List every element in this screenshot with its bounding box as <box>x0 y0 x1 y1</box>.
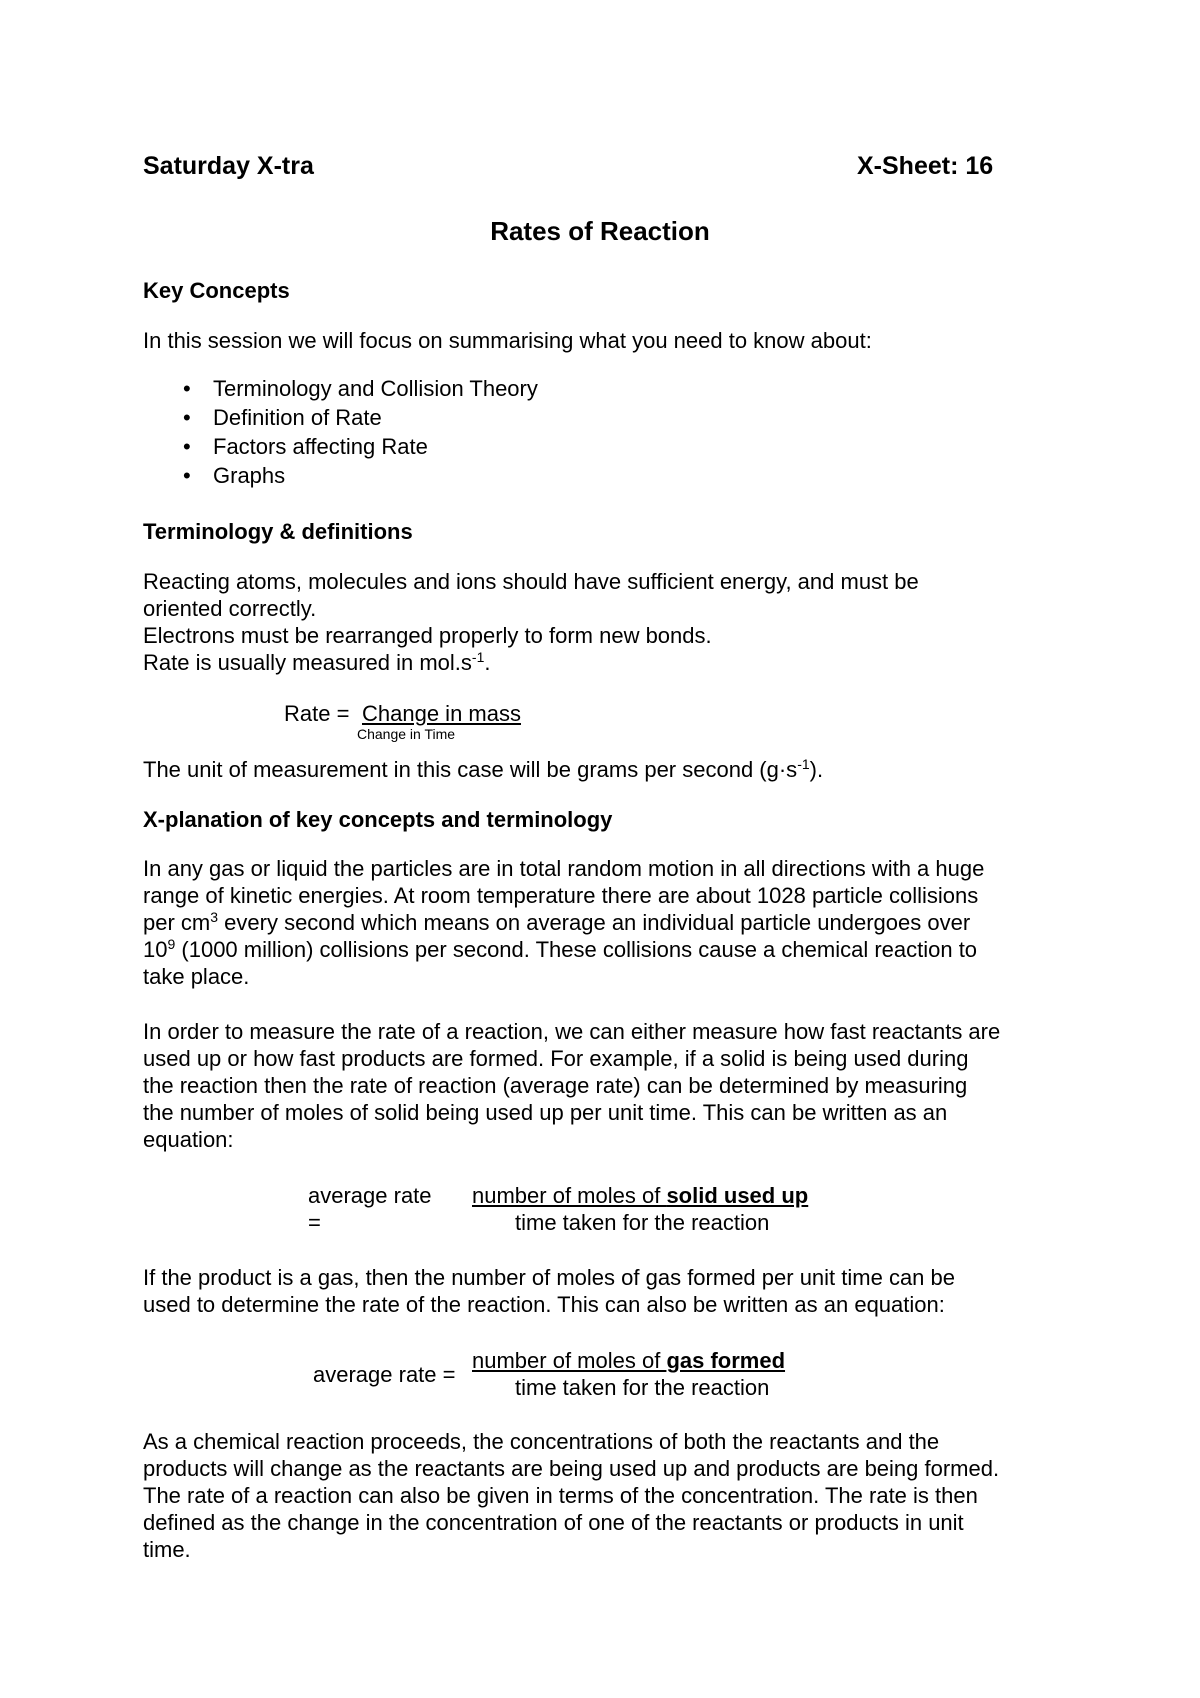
rate-formula-numerator: Change in mass <box>362 701 521 726</box>
xplanation-paragraph-1: In any gas or liquid the particles are in total random motion in all directions with a huge range of kinetic energies. At room temperature there are about 1028 particle collisions per $cm^3$ every second which means on average an individual particle undergoes over $10^9$ (1000 million) collisions per second. These collisions cause a chemical reaction to take place. <box>143 856 985 989</box>
rate-formula-denominator: Change in Time <box>357 726 456 742</box>
list-item: • Graphs <box>143 461 538 490</box>
xplanation-paragraph-3: If the product is a gas, then the number of moles of gas formed per unit time can be used to determine the rate of the reaction. This can also be written as an equation: <box>143 1265 956 1317</box>
text-line: oriented correctly. <box>143 596 317 621</box>
text-line: Reacting atoms, molecules and ions should have sufficient energy, and must be <box>143 569 919 594</box>
header-right: X-Sheet: 16 <box>857 152 994 180</box>
text-line: Rate is usually measured in $mol.s^{-1}$. <box>143 649 491 675</box>
equation-2-denominator: time taken for the reaction <box>515 1375 770 1400</box>
unit-sentence: The unit of measurement in this case will be grams per second $(g\cdot s^{-1})$. <box>143 756 824 782</box>
equation-2-lhs: average rate = <box>313 1362 456 1387</box>
key-concepts-intro: In this session we will focus on summarising what you need to know about: <box>143 328 872 353</box>
xplanation-heading: X-planation of key concepts and terminology <box>143 807 613 832</box>
rate-formula-lhs: Rate = <box>284 701 350 726</box>
xplanation-paragraph-4: As a chemical reaction proceeds, the concentrations of both the reactants and the products will change as the reactants are being used up and products are being formed. The rate of a reaction can also be given in terms of the concentration. The rate is then defined as the change in the concentration of one of the reactants or products in unit time. <box>143 1429 1000 1562</box>
equation-1-denominator: time taken for the reaction <box>515 1210 770 1235</box>
equation-1-lhs: average rate <box>308 1183 432 1208</box>
equation-1-equals: = <box>308 1210 321 1235</box>
equation-1-numerator: number of moles of solid used up <box>472 1183 809 1208</box>
key-concepts-heading: Key Concepts <box>143 278 290 303</box>
key-concepts-list <box>143 374 538 490</box>
list-item: • Definition of Rate <box>143 403 538 432</box>
list-item: • Factors affecting Rate <box>143 432 538 461</box>
terminology-text <box>143 568 1083 676</box>
page-title: Rates of Reaction <box>490 216 710 246</box>
terminology-heading: Terminology & definitions <box>143 519 413 544</box>
equation-2-numerator: number of moles of gas formed <box>472 1348 786 1373</box>
text-line: Electrons must be rearranged properly to form new bonds. <box>143 623 712 648</box>
xplanation-paragraph-2: In order to measure the rate of a reaction, we can either measure how fast reactants are used up or how fast products are formed. For example, if a solid is being used during the reaction then the rate of reaction (average rate) can be determined by measuring the number of moles of solid being used up per unit time. This can be written as an equation: <box>143 1019 1001 1152</box>
header-left: Saturday X-tra <box>143 152 314 180</box>
list-item: • Terminology and Collision Theory <box>143 374 538 403</box>
